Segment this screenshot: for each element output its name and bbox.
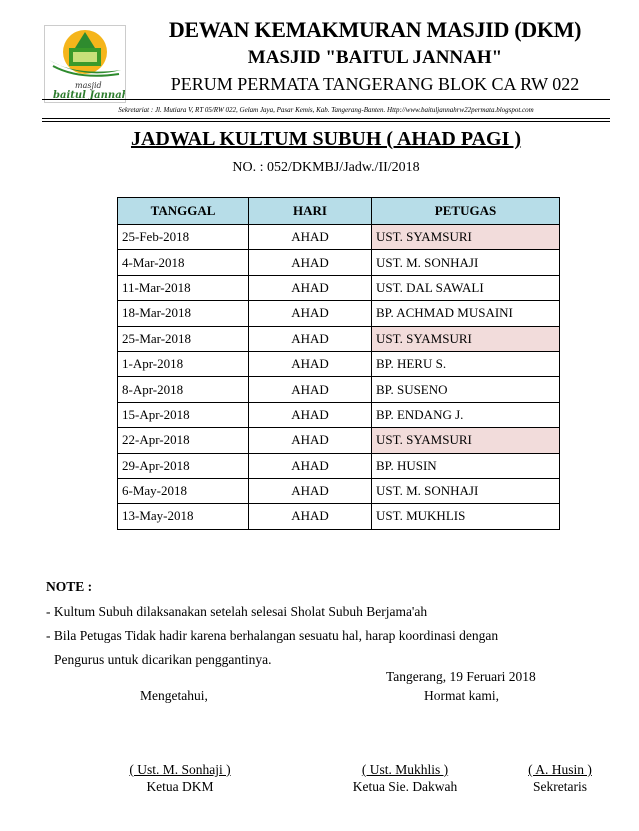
date-cell: 29-Apr-2018 bbox=[118, 453, 249, 478]
date-cell: 25-Mar-2018 bbox=[118, 326, 249, 351]
date-cell: 13-May-2018 bbox=[118, 504, 249, 529]
masjid-logo bbox=[44, 25, 126, 103]
date-cell: 4-Mar-2018 bbox=[118, 250, 249, 275]
signer-name: ( Ust. Mukhlis ) bbox=[361, 762, 449, 777]
day-cell: AHAD bbox=[249, 453, 372, 478]
svg-text:baitul Jannah: baitul Jannah bbox=[53, 90, 125, 101]
table-row bbox=[118, 504, 560, 529]
officer-cell: UST. SYAMSURI bbox=[372, 326, 560, 351]
date-cell: 18-Mar-2018 bbox=[118, 301, 249, 326]
schedule-table bbox=[117, 197, 560, 530]
day-cell: AHAD bbox=[249, 478, 372, 503]
note-line: - Kultum Subuh dilaksanakan setelah selesai Sholat Subuh Berjama'ah bbox=[46, 604, 428, 619]
day-cell: AHAD bbox=[249, 225, 372, 250]
officer-cell: BP. HUSIN bbox=[372, 453, 560, 478]
table-row bbox=[118, 453, 560, 478]
day-cell: AHAD bbox=[249, 250, 372, 275]
date-cell: 8-Apr-2018 bbox=[118, 377, 249, 402]
table-row bbox=[118, 351, 560, 376]
officer-cell: UST. MUKHLIS bbox=[372, 504, 560, 529]
day-cell: AHAD bbox=[249, 351, 372, 376]
date-cell: 15-Apr-2018 bbox=[118, 402, 249, 427]
day-cell: AHAD bbox=[249, 326, 372, 351]
officer-cell: UST. M. SONHAJI bbox=[372, 478, 560, 503]
officer-cell: BP. HERU S. bbox=[372, 351, 560, 376]
date-cell: 6-May-2018 bbox=[118, 478, 249, 503]
note-label: NOTE : bbox=[46, 579, 93, 594]
day-cell: AHAD bbox=[249, 275, 372, 300]
table-row bbox=[118, 428, 560, 453]
col-tanggal: TANGGAL bbox=[118, 198, 249, 225]
document-title: JADWAL KULTUM SUBUH ( AHAD PAGI ) bbox=[130, 128, 522, 150]
table-row bbox=[118, 225, 560, 250]
officer-cell: BP. ACHMAD MUSAINI bbox=[372, 301, 560, 326]
table-row bbox=[118, 301, 560, 326]
secretariat-address: Sekretariat : Jl. Mutiara V, RT 05/RW 022, Gelam Jaya, Pasar Kemis, Kab. Tangerang-Banten. Http://www.baituljannahrw22permata.blogspot.com bbox=[118, 106, 534, 114]
day-cell: AHAD bbox=[249, 504, 372, 529]
day-cell: AHAD bbox=[249, 428, 372, 453]
day-cell: AHAD bbox=[249, 301, 372, 326]
col-petugas: PETUGAS bbox=[372, 198, 560, 225]
table-row bbox=[118, 250, 560, 275]
masjid-name: MASJID "BAITUL JANNAH" bbox=[247, 47, 503, 68]
table-row bbox=[118, 478, 560, 503]
date-cell: 22-Apr-2018 bbox=[118, 428, 249, 453]
table-row bbox=[118, 402, 560, 427]
signer-name: ( Ust. M. Sonhaji ) bbox=[129, 762, 231, 777]
address-heading: PERUM PERMATA TANGERANG BLOK CA RW 022 bbox=[170, 74, 580, 94]
acknowledged-label: Mengetahui, bbox=[140, 688, 208, 703]
document-number: NO. : 052/DKMBJ/Jadw./II/2018 bbox=[232, 160, 420, 175]
date-cell: 25-Feb-2018 bbox=[118, 225, 249, 250]
officer-cell: UST. DAL SAWALI bbox=[372, 275, 560, 300]
date-cell: 1-Apr-2018 bbox=[118, 351, 249, 376]
officer-cell: UST. M. SONHAJI bbox=[372, 250, 560, 275]
table-row bbox=[118, 377, 560, 402]
org-name: DEWAN KEMAKMURAN MASJID (DKM) bbox=[168, 17, 582, 42]
note-line: - Bila Petugas Tidak hadir karena berhalangan sesuatu hal, harap koordinasi dengan bbox=[46, 628, 499, 643]
officer-cell: BP. ENDANG J. bbox=[372, 402, 560, 427]
col-hari: HARI bbox=[249, 198, 372, 225]
regards-label: Hormat kami, bbox=[424, 688, 499, 703]
table-row bbox=[118, 326, 560, 351]
officer-cell: BP. SUSENO bbox=[372, 377, 560, 402]
divider bbox=[42, 99, 610, 100]
signer-role: Sekretaris bbox=[533, 779, 587, 794]
officer-cell: UST. SYAMSURI bbox=[372, 428, 560, 453]
signer-role: Ketua DKM bbox=[146, 779, 214, 794]
svg-text:masjid: masjid bbox=[75, 81, 102, 90]
double-divider bbox=[42, 118, 610, 122]
note-line: Pengurus untuk dicarikan penggantinya. bbox=[54, 652, 272, 667]
day-cell: AHAD bbox=[249, 402, 372, 427]
place-date: Tangerang, 19 Feruari 2018 bbox=[386, 669, 536, 684]
date-cell: 11-Mar-2018 bbox=[118, 275, 249, 300]
day-cell: AHAD bbox=[249, 377, 372, 402]
signer-role: Ketua Sie. Dakwah bbox=[352, 779, 458, 794]
officer-cell: UST. SYAMSURI bbox=[372, 225, 560, 250]
signer-name: ( A. Husin ) bbox=[528, 762, 592, 777]
table-row bbox=[118, 275, 560, 300]
